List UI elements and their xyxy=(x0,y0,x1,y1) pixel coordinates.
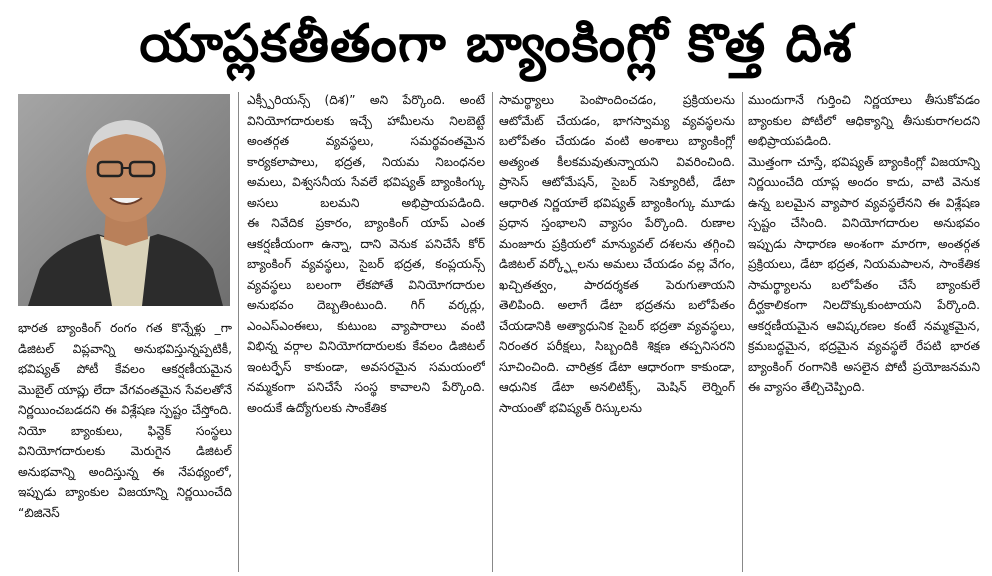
paragraph: ప్రాసెస్ ఆటోమేషన్, సైబర్ సెక్యూరిటీ, డేటా ఆధారిత నిర్ణయాలే భవిష్యత్ బ్యాంకింగ్కు మూడు ప్రధాన స్తంభాలని వ్యాసం పేర్కొంది. రుణాల మంజూరు ప్రక్రియలో మాన్యువల్ దశలను తగ్గించి డిజిటల్ వర్క్ఫ్లోలను అమలు చేయడం వల్ల వేగం, ఖచ్చితత్వం, పారదర్శకత పెరుగుతాయని తెలిపింది. అలాగే డేటా భద్రతను బలోపేతం చేయడానికి అత్యాధునిక సైబర్ భద్రతా వ్యవస్థలు, నిరంతర పరీక్షలు, సిబ్బందికి శిక్షణ తప్పనిసరని సూచించింది. చారిత్రక డేటా ఆధారంగా కాకుండా, ఆధునిక డేటా అనలిటిక్స్, మెషిన్ లెర్నింగ్ సాయంతో భవిష్యత్ రిస్కులను xyxy=(499,175,735,415)
paragraph: ఈ నివేదిక ప్రకారం, బ్యాంకింగ్ యాప్ ఎంత ఆకర్షణీయంగా ఉన్నా, దాని వెనుక పనిచేసే కోర్ బ్యాంకింగ్ వ్యవస్థలు, సైబర్ భద్రత, కంప్లయన్స్ వ్యవస్థలు బలంగా లేకపోతే వినియోగదారుల అనుభవం దెబ్బతింటుంది. గిగ్ వర్కర్లు, ఎంఎస్ఎంఈలు, కుటుంబ వ్యాపారాలు వంటి విభిన్న వర్గాల వినియోగదారులకు కేవలం డిజిటల్ ఇంటర్ఫేస్ కాకుండా, అవసరమైన సమయంలో నమ్మకంగా పనిచేసే సంస్థ కావాలని పేర్కొంది. అందుకే ఉద్యోగులకు సాంకేతిక xyxy=(247,216,485,415)
paragraph: ముందుగానే గుర్తించి నిర్ణయాలు తీసుకోవడం బ్యాంకుల పోటీలో ఆధిక్యాన్ని తీసుకురాగలదని అభిప్రాయపడింది. xyxy=(748,93,980,148)
column-divider xyxy=(742,92,743,572)
column-2 xyxy=(247,90,485,574)
paragraph: సామర్థ్యాలు పెంపొందించడం, ప్రక్రియలను ఆటోమేట్ చేయడం, భాగస్వామ్య వ్యవస్థలను బలోపేతం చేయడం వంటి అంశాలు బ్యాంకింగ్లో అత్యంత కీలకమవుతున్నాయని వివరించింది. xyxy=(499,93,735,169)
portrait-image xyxy=(18,94,230,306)
paragraph: భారత బ్యాంకింగ్ రంగం గత కొన్నేళ్లు _గా డిజిటల్ విప్లవాన్ని అనుభవిస్తున్నప్పటికీ, భవిష్యత్ పోటీ కేవలం ఆకర్షణీయమైన మొబైల్ యాప్లు లేదా వేగవంతమైన సేవలతోనే నిర్ణయించబడదని ఈ విశ్లేషణ స్పష్టం చేస్తోంది. నియో బ్యాంకులు, ఫిన్టెక్ సంస్థలు వినియోగదారులకు మెరుగైన డిజిటల్ అనుభవాన్ని అందిస్తున్న ఈ నేపథ్యంలో, ఇప్పుడు బ్యాంకుల విజయాన్ని నిర్ణయించేది “బిజినెస్ xyxy=(18,321,232,520)
column-divider xyxy=(492,92,493,572)
column-divider xyxy=(238,92,239,572)
author-photo xyxy=(18,94,230,306)
headline: యాప్లకతీతంగా బ్యాంకింగ్లో కొత్త దిశ xyxy=(139,14,853,74)
column-1 xyxy=(18,318,232,574)
column-4 xyxy=(748,90,980,574)
paragraph: ఎక్స్పీరియన్స్ (దిశ)” అని పేర్కొంది. అంటే వినియోగదారులకు ఇచ్చే హామీలను నిలబెట్టే అంతర్గత వ్యవస్థలు, సమర్థవంతమైన కార్యకలాపాలు, భద్రత, నియమ నిబంధనల అమలు, విశ్వసనీయ సేవలే భవిష్యత్ బ్యాంకింగ్కు అసలు బలమని అభిప్రాయపడింది. xyxy=(247,93,485,210)
column-3 xyxy=(499,90,735,574)
paragraph: మొత్తంగా చూస్తే, భవిష్యత్ బ్యాంకింగ్లో విజయాన్ని నిర్ణయించేది యాప్ల అందం కాదు, వాటి వెనుక ఉన్న బలమైన వ్యాపార వ్యవస్థలేనని ఈ విశ్లేషణ స్పష్టం చేసింది. వినియోగదారుల అనుభవం ఇప్పుడు సాధారణ అంశంగా మారగా, అంతర్గత ప్రక్రియలు, డేటా భద్రత, నియమపాలన, సాంకేతిక సామర్థ్యాలను బలోపేతం చేసే బ్యాంకులే దీర్ఘకాలికంగా నిలదొక్కుకుంటాయని పేర్కొంది. ఆకర్షణీయమైన ఆవిష్కరణల కంటే నమ్మకమైన, క్రమబద్ధమైన, భద్రమైన వ్యవస్థలే రేపటి భారత బ్యాంకింగ్ రంగానికి అసలైన పోటీ ప్రయోజనమని ఈ వ్యాసం తేల్చిచెప్పింది. xyxy=(748,154,980,394)
